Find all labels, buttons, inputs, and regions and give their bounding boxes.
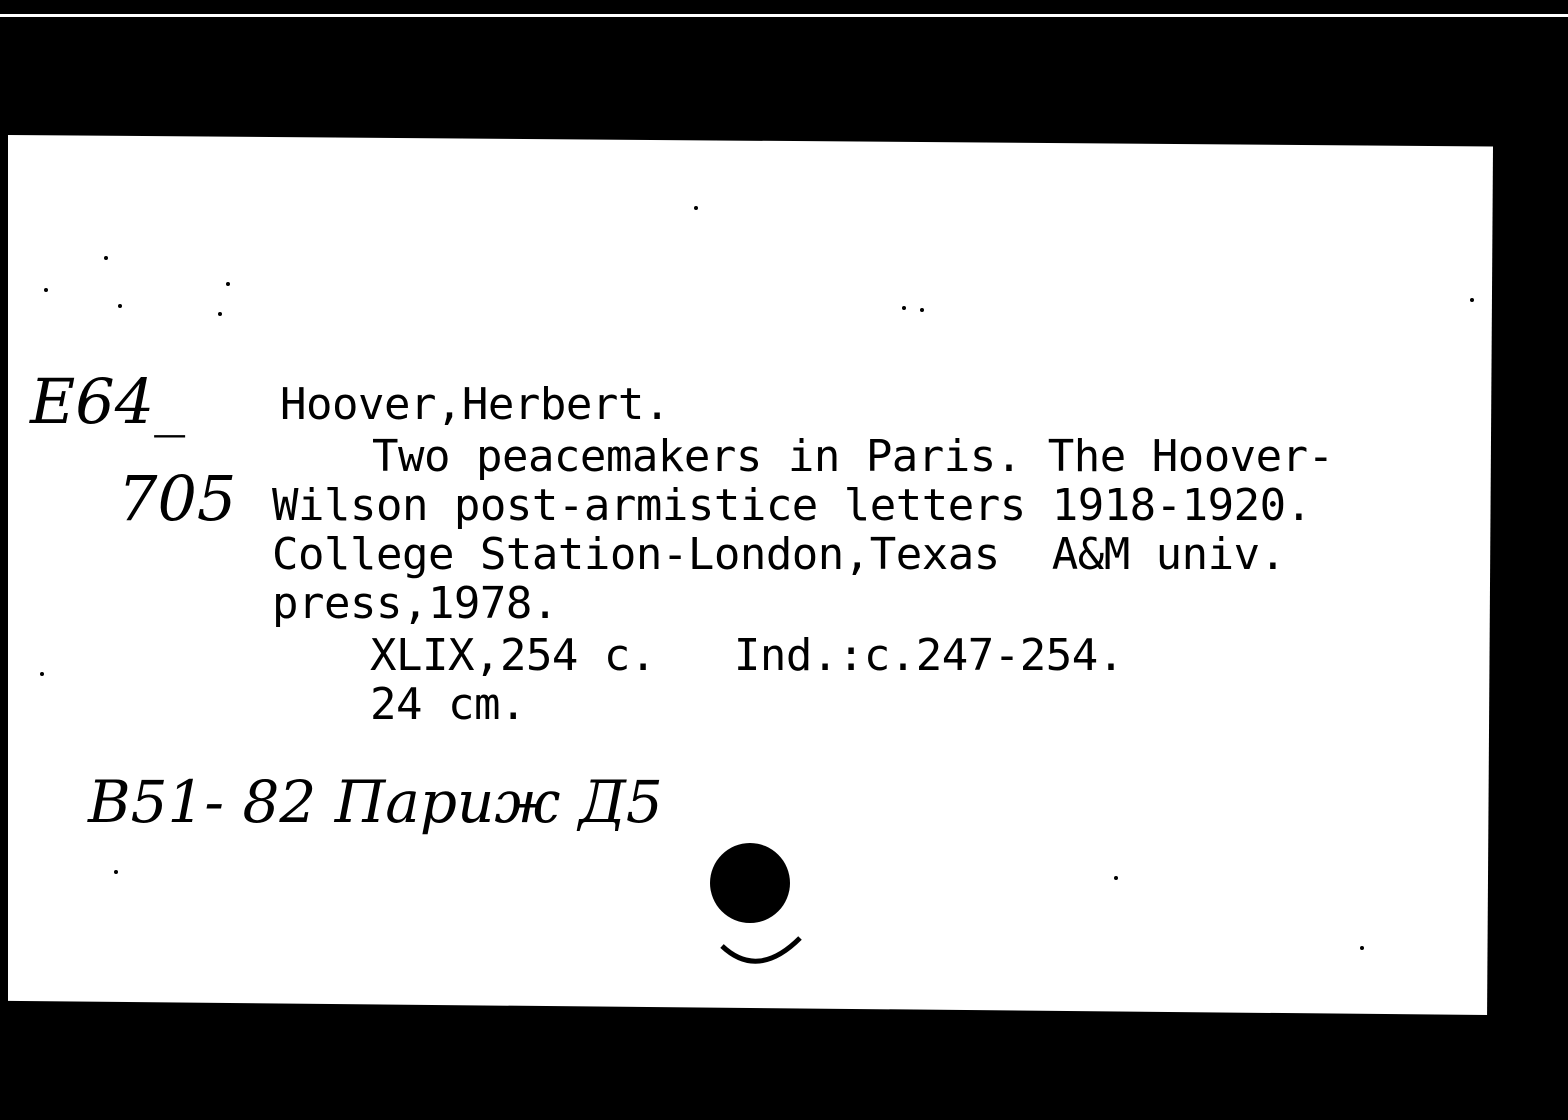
dust-speck xyxy=(1470,298,1474,302)
physical-description-line-1: XLIX,254 c. Ind.:c.247-254. xyxy=(370,630,1124,681)
dust-speck xyxy=(44,288,48,292)
author-heading: Hoover,Herbert. xyxy=(280,379,670,430)
scan-border-line xyxy=(0,14,1568,17)
physical-description-line-2: 24 cm. xyxy=(370,679,526,730)
punch-hole xyxy=(710,843,790,923)
dust-speck xyxy=(920,308,924,312)
dust-speck xyxy=(694,206,698,210)
title-line-2: Wilson post-armistice letters 1918-1920. xyxy=(272,480,1312,531)
dust-speck xyxy=(226,282,230,286)
dust-speck xyxy=(902,306,906,310)
dust-speck xyxy=(40,672,44,676)
handwritten-shelf-note: B51- 82 Париж Д5 xyxy=(88,768,663,836)
title-line-1: Two peacemakers in Paris. The Hoover- xyxy=(372,431,1334,482)
publication-line-1: College Station-London,Texas A&M univ. xyxy=(272,529,1286,580)
dust-speck xyxy=(118,304,122,308)
call-number-line-1: E64_ xyxy=(30,365,186,438)
call-number-line-2: 705 xyxy=(118,462,237,535)
dust-speck xyxy=(114,870,118,874)
publication-line-2: press,1978. xyxy=(272,578,558,629)
dust-speck xyxy=(104,256,108,260)
dust-speck xyxy=(1114,876,1118,880)
punch-hole-mark xyxy=(718,932,808,974)
dust-speck xyxy=(218,312,222,316)
dust-speck xyxy=(1360,946,1364,950)
